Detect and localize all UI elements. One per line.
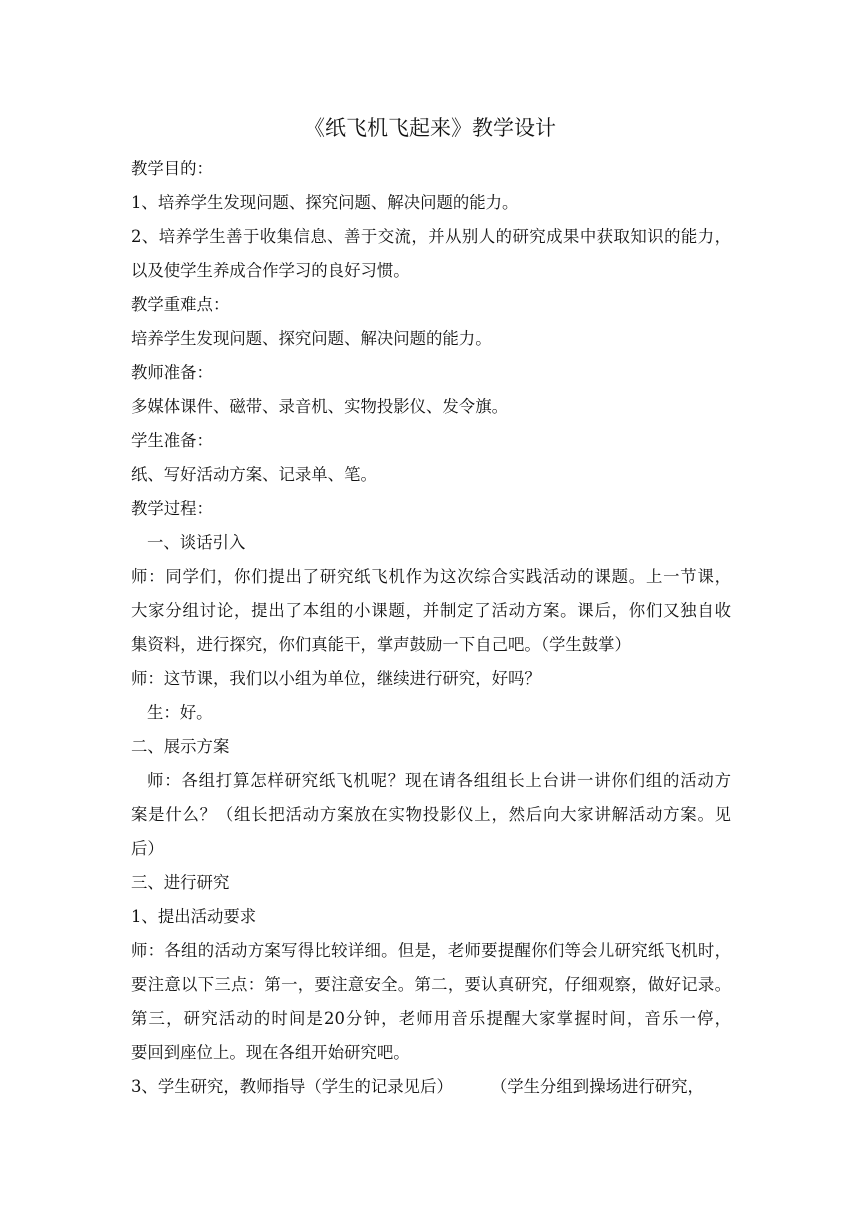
paragraph-line: [131, 1070, 731, 1104]
paragraph-line: 教学目的：: [131, 159, 213, 178]
paragraph-line: 集资料，进行探究，你们真能干，掌声鼓励一下自己吧。（学生鼓掌）: [131, 635, 631, 654]
paragraph-line: 师：各组打算怎样研究纸飞机呢？现在请各组组长上台讲一讲你们组的活动方: [147, 771, 731, 790]
paragraph-line: 案是什么？（组长把活动方案放在实物投影仪上，然后向大家讲解活动方案。见: [131, 805, 731, 824]
section-heading: 三、进行研究: [131, 873, 230, 892]
paragraph-line: 多媒体课件、磁带、录音机、实物投影仪、发令旗。: [131, 397, 508, 416]
paragraph-line: 师：同学们，你们提出了研究纸飞机作为这次综合实践活动的课题。上一节课，: [131, 567, 731, 586]
paragraph-line: 1、培养学生发现问题、探究问题、解决问题的能力。: [131, 193, 519, 212]
paragraph-line: 师：各组的活动方案写得比较详细。但是，老师要提醒你们等会儿研究纸飞机时，: [131, 941, 731, 960]
paragraph-line: 教学过程：: [131, 499, 213, 518]
paragraph-line: 生：好。: [147, 703, 213, 722]
paragraph-line: 后）: [131, 839, 164, 858]
paragraph-line: 第三，研究活动的时间是20分钟，老师用音乐提醒大家掌握时间，音乐一停，: [131, 1009, 731, 1028]
paragraph-line: 要注意以下三点：第一，要注意安全。第二，要认真研究，仔细观察，做好记录。: [131, 975, 731, 994]
paragraph-line: 纸、写好活动方案、记录单、笔。: [131, 465, 377, 484]
paragraph-line: 1、提出活动要求: [131, 907, 257, 926]
paragraph-line: 要回到座位上。现在各组开始研究吧。: [131, 1043, 410, 1062]
paragraph-line-right: （学生分组到操场进行研究，: [490, 1077, 704, 1096]
section-heading: 二、展示方案: [131, 737, 230, 756]
paragraph-line: 培养学生发现问题、探究问题、解决问题的能力。: [131, 329, 492, 348]
section-heading: 一、谈话引入: [147, 533, 246, 552]
paragraph-line: 教师准备：: [131, 363, 213, 382]
paragraph-line: 学生准备：: [131, 431, 213, 450]
paragraph-line: 教学重难点：: [131, 295, 230, 314]
paragraph-line: 以及使学生养成合作学习的良好习惯。: [131, 261, 410, 280]
paragraph-line: 大家分组讨论，提出了本组的小课题，并制定了活动方案。课后，你们又独自收: [131, 601, 731, 620]
document-body: [131, 152, 731, 1104]
paragraph-line: 2、培养学生善于收集信息、善于交流，并从别人的研究成果中获取知识的能力，: [131, 227, 731, 246]
paragraph-line: 师：这节课，我们以小组为单位，继续进行研究，好吗？: [131, 669, 541, 688]
paragraph-line-left: 3、学生研究，教师指导（学生的记录见后）: [131, 1077, 453, 1096]
document-title: 《纸飞机飞起来》教学设计: [304, 116, 556, 140]
